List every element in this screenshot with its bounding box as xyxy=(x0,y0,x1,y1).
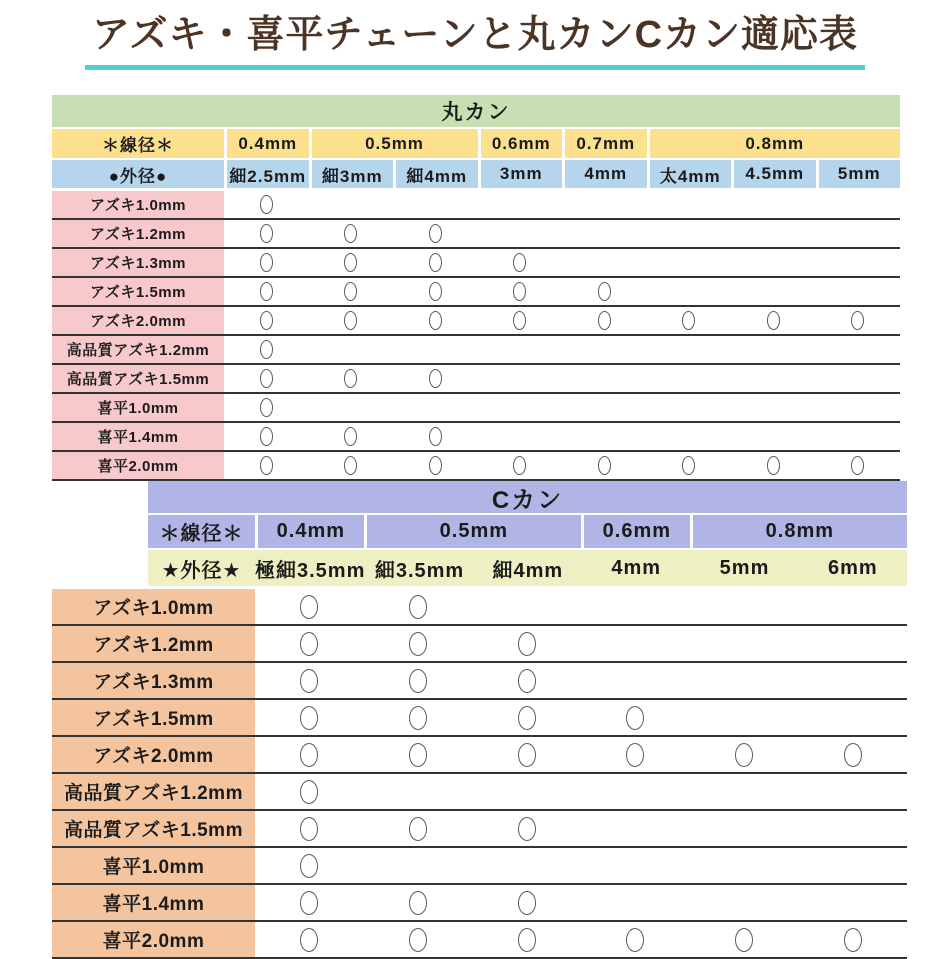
circle-mark-icon xyxy=(409,891,427,915)
c-table-row xyxy=(52,589,907,626)
circle-mark-icon xyxy=(844,743,862,767)
compat-cell xyxy=(731,191,816,218)
chain-row-label: アズキ1.5mm xyxy=(52,278,224,305)
circle-mark-icon xyxy=(409,928,427,952)
chain-row-label: 喜平1.4mm xyxy=(52,885,255,920)
compat-cell xyxy=(816,423,901,450)
compat-cell xyxy=(472,700,581,735)
compat-cell xyxy=(816,365,901,392)
page-title-underline xyxy=(85,12,865,70)
circle-mark-icon xyxy=(260,398,273,417)
circle-mark-icon xyxy=(260,427,273,446)
c-table-row xyxy=(52,737,907,774)
compat-cell xyxy=(224,191,309,218)
compat-cell xyxy=(731,452,816,479)
c-table-row xyxy=(52,811,907,848)
compat-cell xyxy=(647,394,732,421)
compat-cell xyxy=(393,365,478,392)
c-wire-diameter-value: 0.8mm xyxy=(693,515,907,548)
circle-mark-icon xyxy=(518,743,536,767)
circle-mark-icon xyxy=(300,891,318,915)
circle-mark-icon xyxy=(260,195,273,214)
compat-cell xyxy=(581,589,690,624)
compat-cell xyxy=(478,452,563,479)
round-table-row xyxy=(52,191,900,220)
c-table-row xyxy=(52,774,907,811)
chain-row-label: アズキ1.3mm xyxy=(52,663,255,698)
chain-row-label: アズキ1.0mm xyxy=(52,589,255,624)
compat-cell xyxy=(478,278,563,305)
compat-cell xyxy=(393,452,478,479)
compat-cell xyxy=(690,663,799,698)
compat-cell xyxy=(562,249,647,276)
circle-mark-icon xyxy=(300,928,318,952)
c-table-row xyxy=(52,663,907,700)
compat-cell xyxy=(581,774,690,809)
compat-cell xyxy=(478,394,563,421)
chain-row-label: 高品質アズキ1.5mm xyxy=(52,811,255,846)
chain-row-label: アズキ2.0mm xyxy=(52,737,255,772)
round-table-row xyxy=(52,336,900,365)
circle-mark-icon xyxy=(851,311,864,330)
compat-cell xyxy=(816,191,901,218)
c-wire-diameter-value: 0.5mm xyxy=(367,515,581,548)
compat-cell xyxy=(798,774,907,809)
compat-cell xyxy=(364,848,473,883)
compat-cell xyxy=(581,922,690,957)
c-wire-diameter-value: 0.4mm xyxy=(258,515,364,548)
compat-cell xyxy=(690,626,799,661)
round-wire-diameter-value: 0.7mm xyxy=(565,129,647,158)
compat-cell xyxy=(581,811,690,846)
round-table-row xyxy=(52,278,900,307)
compat-cell xyxy=(647,220,732,247)
circle-mark-icon xyxy=(260,369,273,388)
circle-mark-icon xyxy=(518,706,536,730)
compat-cell xyxy=(581,700,690,735)
compat-cell xyxy=(731,307,816,334)
c-outer-diameter-value: 細3.5mm xyxy=(365,550,473,586)
round-outer-diameter-value: 3mm xyxy=(481,160,563,188)
compat-cell xyxy=(647,365,732,392)
round-table-row xyxy=(52,423,900,452)
circle-mark-icon xyxy=(409,706,427,730)
chain-row-label: アズキ1.5mm xyxy=(52,700,255,735)
compat-cell xyxy=(816,336,901,363)
compat-cell xyxy=(472,589,581,624)
round-outer-diameter-label: ●外径● xyxy=(52,160,224,188)
round-outer-diameter-value: 4mm xyxy=(565,160,647,188)
compat-cell xyxy=(472,922,581,957)
c-kan-table xyxy=(52,481,907,959)
compat-cell xyxy=(478,249,563,276)
compat-cell xyxy=(816,220,901,247)
compat-cell xyxy=(798,811,907,846)
compat-cell xyxy=(690,811,799,846)
c-table-title: Cカン xyxy=(148,481,907,513)
compat-cell xyxy=(562,220,647,247)
compat-cell xyxy=(562,336,647,363)
compat-cell xyxy=(393,278,478,305)
circle-mark-icon xyxy=(409,743,427,767)
compat-cell xyxy=(816,452,901,479)
compat-cell xyxy=(224,452,309,479)
c-outer-diameter-value: 細4mm xyxy=(474,550,582,586)
circle-mark-icon xyxy=(300,854,318,878)
chain-row-label: 高品質アズキ1.2mm xyxy=(52,336,224,363)
c-table-row xyxy=(52,626,907,663)
compat-cell xyxy=(731,249,816,276)
chain-row-label: アズキ1.2mm xyxy=(52,626,255,661)
compat-cell xyxy=(798,589,907,624)
circle-mark-icon xyxy=(429,427,442,446)
compat-cell xyxy=(309,423,394,450)
circle-mark-icon xyxy=(598,456,611,475)
compat-cell xyxy=(798,626,907,661)
circle-mark-icon xyxy=(626,928,644,952)
round-kan-table xyxy=(52,95,900,481)
compat-cell xyxy=(364,774,473,809)
compat-cell xyxy=(731,365,816,392)
round-wire-diameter-value: 0.6mm xyxy=(481,129,563,158)
circle-mark-icon xyxy=(513,282,526,301)
compat-cell xyxy=(364,663,473,698)
compat-cell xyxy=(309,452,394,479)
compat-cell xyxy=(255,811,364,846)
circle-mark-icon xyxy=(260,253,273,272)
circle-mark-icon xyxy=(518,817,536,841)
compat-cell xyxy=(581,848,690,883)
compat-cell xyxy=(472,811,581,846)
compat-cell xyxy=(364,737,473,772)
circle-mark-icon xyxy=(260,311,273,330)
compat-cell xyxy=(255,848,364,883)
round-outer-diameter-value: 細3mm xyxy=(312,160,394,188)
c-outer-diameter-value: 4mm xyxy=(582,550,690,586)
compat-cell xyxy=(309,365,394,392)
compat-cell xyxy=(393,423,478,450)
circle-mark-icon xyxy=(429,456,442,475)
compat-cell xyxy=(816,278,901,305)
c-outer-diameter-value: 5mm xyxy=(690,550,798,586)
compat-cell xyxy=(393,336,478,363)
circle-mark-icon xyxy=(513,456,526,475)
chain-row-label: 喜平2.0mm xyxy=(52,452,224,479)
chain-row-label: アズキ1.2mm xyxy=(52,220,224,247)
chain-row-label: 高品質アズキ1.5mm xyxy=(52,365,224,392)
compat-cell xyxy=(224,336,309,363)
circle-mark-icon xyxy=(300,595,318,619)
circle-mark-icon xyxy=(735,928,753,952)
compat-cell xyxy=(309,220,394,247)
compat-cell xyxy=(255,589,364,624)
c-outer-diameter-value: 極細3.5mm xyxy=(255,550,365,586)
round-table-row xyxy=(52,394,900,423)
compat-cell xyxy=(562,423,647,450)
round-outer-diameter-value: 太4mm xyxy=(650,160,732,188)
compat-cell xyxy=(562,278,647,305)
compat-cell xyxy=(393,307,478,334)
circle-mark-icon xyxy=(260,224,273,243)
circle-mark-icon xyxy=(344,311,357,330)
circle-mark-icon xyxy=(598,282,611,301)
compat-cell xyxy=(478,220,563,247)
circle-mark-icon xyxy=(260,282,273,301)
c-wire-diameter-value: 0.6mm xyxy=(584,515,690,548)
circle-mark-icon xyxy=(409,595,427,619)
compat-cell xyxy=(562,394,647,421)
compat-cell xyxy=(731,394,816,421)
circle-mark-icon xyxy=(682,456,695,475)
circle-mark-icon xyxy=(260,456,273,475)
compat-cell xyxy=(309,249,394,276)
c-outer-diameter-row xyxy=(148,550,907,586)
compat-cell xyxy=(731,423,816,450)
circle-mark-icon xyxy=(409,817,427,841)
chain-row-label: アズキ2.0mm xyxy=(52,307,224,334)
circle-mark-icon xyxy=(344,369,357,388)
compat-cell xyxy=(364,589,473,624)
compat-cell xyxy=(393,220,478,247)
compat-cell xyxy=(364,811,473,846)
circle-mark-icon xyxy=(300,632,318,656)
round-outer-diameter-value: 細2.5mm xyxy=(227,160,309,188)
chain-row-label: 喜平1.0mm xyxy=(52,394,224,421)
compat-cell xyxy=(581,626,690,661)
circle-mark-icon xyxy=(429,253,442,272)
compat-cell xyxy=(255,922,364,957)
round-outer-diameter-value: 細4mm xyxy=(396,160,478,188)
circle-mark-icon xyxy=(626,706,644,730)
circle-mark-icon xyxy=(626,743,644,767)
compat-cell xyxy=(690,700,799,735)
compat-cell xyxy=(647,307,732,334)
compat-cell xyxy=(224,220,309,247)
circle-mark-icon xyxy=(260,340,273,359)
compat-cell xyxy=(581,663,690,698)
circle-mark-icon xyxy=(300,817,318,841)
compat-cell xyxy=(364,626,473,661)
compat-cell xyxy=(690,922,799,957)
compat-cell xyxy=(731,278,816,305)
compat-cell xyxy=(255,885,364,920)
circle-mark-icon xyxy=(518,928,536,952)
compat-cell xyxy=(816,249,901,276)
compat-cell xyxy=(798,700,907,735)
compat-cell xyxy=(364,922,473,957)
round-wire-diameter-value: 0.8mm xyxy=(650,129,901,158)
circle-mark-icon xyxy=(409,669,427,693)
c-table-row xyxy=(52,885,907,922)
compat-cell xyxy=(478,191,563,218)
compat-cell xyxy=(255,663,364,698)
circle-mark-icon xyxy=(344,456,357,475)
circle-mark-icon xyxy=(513,311,526,330)
round-wire-diameter-row xyxy=(52,129,900,158)
circle-mark-icon xyxy=(851,456,864,475)
compat-cell xyxy=(581,737,690,772)
compat-cell xyxy=(581,885,690,920)
compat-cell xyxy=(472,848,581,883)
compat-cell xyxy=(731,220,816,247)
circle-mark-icon xyxy=(429,369,442,388)
compat-cell xyxy=(393,191,478,218)
round-table-title: 丸カン xyxy=(52,95,900,127)
compat-cell xyxy=(393,249,478,276)
compat-cell xyxy=(472,885,581,920)
circle-mark-icon xyxy=(598,311,611,330)
chain-row-label: アズキ1.3mm xyxy=(52,249,224,276)
compat-cell xyxy=(309,336,394,363)
compat-cell xyxy=(690,589,799,624)
compat-cell xyxy=(647,249,732,276)
circle-mark-icon xyxy=(767,456,780,475)
compat-cell xyxy=(309,191,394,218)
circle-mark-icon xyxy=(429,224,442,243)
compat-cell xyxy=(472,774,581,809)
compat-cell xyxy=(224,423,309,450)
c-table-row xyxy=(52,848,907,885)
compat-cell xyxy=(798,922,907,957)
round-table-row xyxy=(52,452,900,481)
circle-mark-icon xyxy=(300,743,318,767)
compat-cell xyxy=(798,848,907,883)
compat-cell xyxy=(224,394,309,421)
compat-cell xyxy=(562,307,647,334)
round-table-row xyxy=(52,365,900,394)
compat-cell xyxy=(255,626,364,661)
compat-cell xyxy=(690,885,799,920)
circle-mark-icon xyxy=(513,253,526,272)
compat-cell xyxy=(224,307,309,334)
circle-mark-icon xyxy=(344,427,357,446)
compat-cell xyxy=(309,307,394,334)
c-wire-diameter-label: ＊線径＊ xyxy=(148,515,255,548)
circle-mark-icon xyxy=(682,311,695,330)
circle-mark-icon xyxy=(844,928,862,952)
circle-mark-icon xyxy=(767,311,780,330)
circle-mark-icon xyxy=(344,253,357,272)
compat-cell xyxy=(478,336,563,363)
compat-cell xyxy=(562,452,647,479)
compat-cell xyxy=(798,663,907,698)
compat-cell xyxy=(255,737,364,772)
compat-cell xyxy=(472,737,581,772)
page-title: アズキ・喜平チェーンと丸カンCカン適応表 xyxy=(91,14,859,56)
compat-cell xyxy=(478,307,563,334)
circle-mark-icon xyxy=(344,224,357,243)
circle-mark-icon xyxy=(300,706,318,730)
round-wire-diameter-label: ＊線径＊ xyxy=(52,129,224,158)
compat-cell xyxy=(224,278,309,305)
c-table-row xyxy=(52,700,907,737)
round-outer-diameter-value: 4.5mm xyxy=(734,160,816,188)
compat-cell xyxy=(224,365,309,392)
chain-row-label: アズキ1.0mm xyxy=(52,191,224,218)
compat-cell xyxy=(224,249,309,276)
chain-row-label: 喜平2.0mm xyxy=(52,922,255,957)
compat-cell xyxy=(478,423,563,450)
compat-cell xyxy=(690,774,799,809)
circle-mark-icon xyxy=(344,282,357,301)
compat-cell xyxy=(647,423,732,450)
circle-mark-icon xyxy=(735,743,753,767)
c-outer-diameter-label: ★外径★ xyxy=(148,550,255,586)
compat-cell xyxy=(472,626,581,661)
compat-cell xyxy=(393,394,478,421)
compat-cell xyxy=(816,307,901,334)
compat-cell xyxy=(798,737,907,772)
round-table-row xyxy=(52,307,900,336)
chain-row-label: 喜平1.4mm xyxy=(52,423,224,450)
compat-cell xyxy=(731,336,816,363)
round-table-row xyxy=(52,249,900,278)
circle-mark-icon xyxy=(429,282,442,301)
compat-cell xyxy=(255,774,364,809)
compat-cell xyxy=(364,700,473,735)
compat-cell xyxy=(690,848,799,883)
compat-cell xyxy=(255,700,364,735)
circle-mark-icon xyxy=(300,780,318,804)
c-outer-diameter-value: 6mm xyxy=(799,550,907,586)
compat-cell xyxy=(647,452,732,479)
compat-cell xyxy=(364,885,473,920)
circle-mark-icon xyxy=(518,632,536,656)
compat-cell xyxy=(647,278,732,305)
compat-cell xyxy=(798,885,907,920)
chain-row-label: 喜平1.0mm xyxy=(52,848,255,883)
compat-cell xyxy=(647,191,732,218)
c-wire-diameter-row xyxy=(148,515,907,548)
compat-cell xyxy=(472,663,581,698)
compat-cell xyxy=(647,336,732,363)
round-table-row xyxy=(52,220,900,249)
compat-cell xyxy=(309,394,394,421)
compat-cell xyxy=(690,737,799,772)
circle-mark-icon xyxy=(518,669,536,693)
compat-cell xyxy=(309,278,394,305)
compat-cell xyxy=(562,191,647,218)
round-wire-diameter-value: 0.5mm xyxy=(312,129,478,158)
compat-cell xyxy=(562,365,647,392)
round-outer-diameter-row xyxy=(52,160,900,188)
c-table-row xyxy=(52,922,907,959)
chain-row-label: 高品質アズキ1.2mm xyxy=(52,774,255,809)
circle-mark-icon xyxy=(429,311,442,330)
circle-mark-icon xyxy=(518,891,536,915)
round-wire-diameter-value: 0.4mm xyxy=(227,129,309,158)
circle-mark-icon xyxy=(409,632,427,656)
compat-cell xyxy=(478,365,563,392)
compat-cell xyxy=(816,394,901,421)
round-outer-diameter-value: 5mm xyxy=(819,160,901,188)
circle-mark-icon xyxy=(300,669,318,693)
